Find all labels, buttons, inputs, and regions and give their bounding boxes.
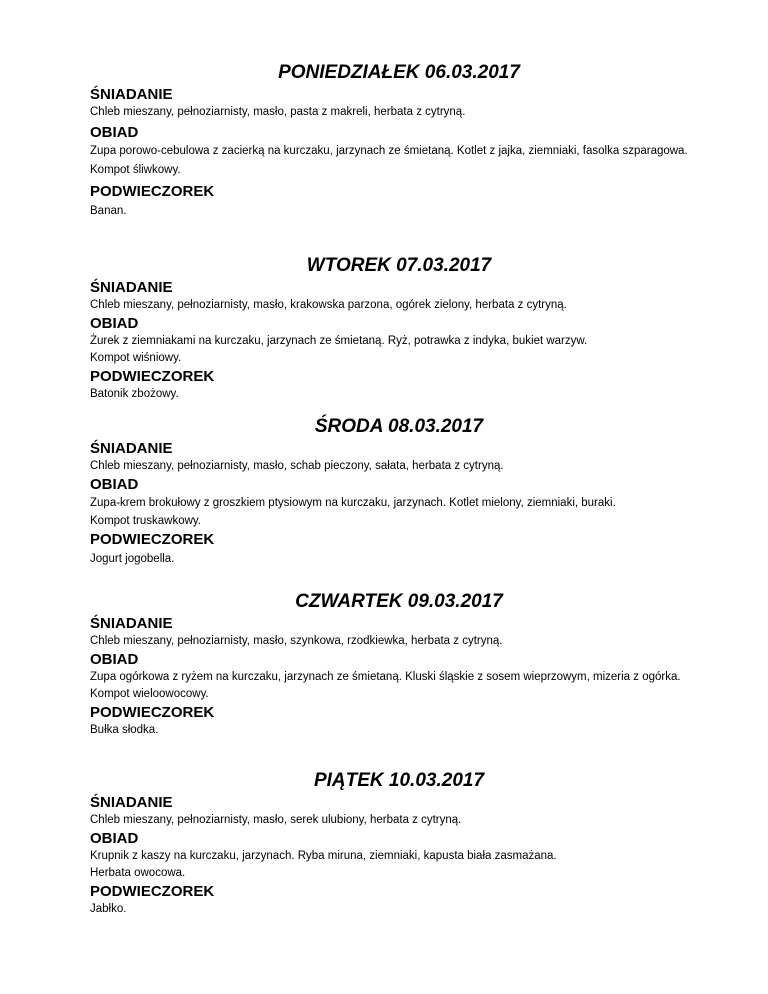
snack-text: Jogurt jogobella. — [90, 553, 175, 565]
lunch-text — [90, 333, 690, 367]
snack-text: Bułka słodka. — [90, 724, 159, 736]
lunch-heading: OBIAD — [90, 830, 139, 847]
day-section-friday — [90, 769, 690, 918]
snack-heading: PODWIECZOREK — [90, 704, 215, 721]
breakfast-heading: ŚNIADANIE — [90, 440, 173, 457]
lunch-drink: Kompot wiśniowy. — [90, 352, 182, 364]
lunch-heading: OBIAD — [90, 476, 139, 493]
snack-heading: PODWIECZOREK — [90, 368, 215, 385]
day-section-thursday — [90, 590, 690, 739]
breakfast-text: Chleb mieszany, pełnoziarnisty, masło, pasta z makreli, herbata z cytryną. — [90, 106, 466, 118]
day-title: PONIEDZIAŁEK 06.03.2017 — [278, 62, 520, 83]
snack-heading: PODWIECZOREK — [90, 883, 215, 900]
breakfast-text: Chleb mieszany, pełnoziarnisty, masło, szynkowa, rzodkiewka, herbata z cytryną. — [90, 635, 503, 647]
lunch-text — [90, 142, 690, 180]
lunch-drink: Kompot wieloowocowy. — [90, 688, 209, 700]
lunch-main: Zupa-krem brokułowy z groszkiem ptysiowym na kurczaku, jarzynach. Kotlet mielony, ziemniaki, buraki. — [90, 497, 616, 509]
lunch-text — [90, 848, 690, 882]
lunch-main: Żurek z ziemniakami na kurczaku, jarzynach ze śmietaną. Ryż, potrawka z indyka, bukiet warzyw. — [90, 335, 588, 347]
breakfast-heading: ŚNIADANIE — [90, 279, 173, 296]
day-section-tuesday — [90, 254, 690, 403]
lunch-heading: OBIAD — [90, 315, 139, 332]
lunch-text — [90, 494, 690, 530]
snack-text: Banan. — [90, 205, 127, 217]
lunch-main: Zupa ogórkowa z ryżem na kurczaku, jarzynach ze śmietaną. Kluski śląskie z sosem wieprzowym, mizeria z ogórka. — [90, 671, 681, 683]
breakfast-text: Chleb mieszany, pełnoziarnisty, masło, schab pieczony, sałata, herbata z cytryną. — [90, 460, 504, 472]
day-title: CZWARTEK 09.03.2017 — [295, 591, 503, 612]
lunch-heading: OBIAD — [90, 651, 139, 668]
snack-text: Jabłko. — [90, 903, 127, 915]
day-title: PIĄTEK 10.03.2017 — [313, 770, 485, 791]
lunch-text — [90, 669, 690, 703]
day-section-wednesday — [90, 415, 690, 568]
lunch-drink: Kompot śliwkowy. — [90, 164, 181, 176]
lunch-main: Krupnik z kaszy na kurczaku, jarzynach. Ryba miruna, ziemniaki, kapusta biała zasmażana. — [90, 850, 557, 862]
lunch-drink: Herbata owocowa. — [90, 867, 186, 879]
lunch-heading: OBIAD — [90, 124, 139, 141]
breakfast-heading: ŚNIADANIE — [90, 615, 173, 632]
day-section-monday — [90, 61, 690, 220]
lunch-main: Zupa porowo-cebulowa z zacierką na kurczaku, jarzynach ze śmietaną. Kotlet z jajka, ziemniaki, fasolka szparagowa. — [90, 145, 688, 157]
snack-heading: PODWIECZOREK — [90, 531, 215, 548]
day-title: WTOREK 07.03.2017 — [306, 255, 492, 276]
snack-heading: PODWIECZOREK — [90, 183, 215, 200]
breakfast-heading: ŚNIADANIE — [90, 86, 173, 103]
day-title: ŚRODA 08.03.2017 — [314, 416, 484, 437]
snack-text: Batonik zbożowy. — [90, 388, 179, 400]
lunch-drink: Kompot truskawkowy. — [90, 515, 201, 527]
breakfast-text: Chleb mieszany, pełnoziarnisty, masło, krakowska parzona, ogórek zielony, herbata z cytryną. — [90, 299, 567, 311]
breakfast-text: Chleb mieszany, pełnoziarnisty, masło, serek ulubiony, herbata z cytryną. — [90, 814, 462, 826]
breakfast-heading: ŚNIADANIE — [90, 794, 173, 811]
